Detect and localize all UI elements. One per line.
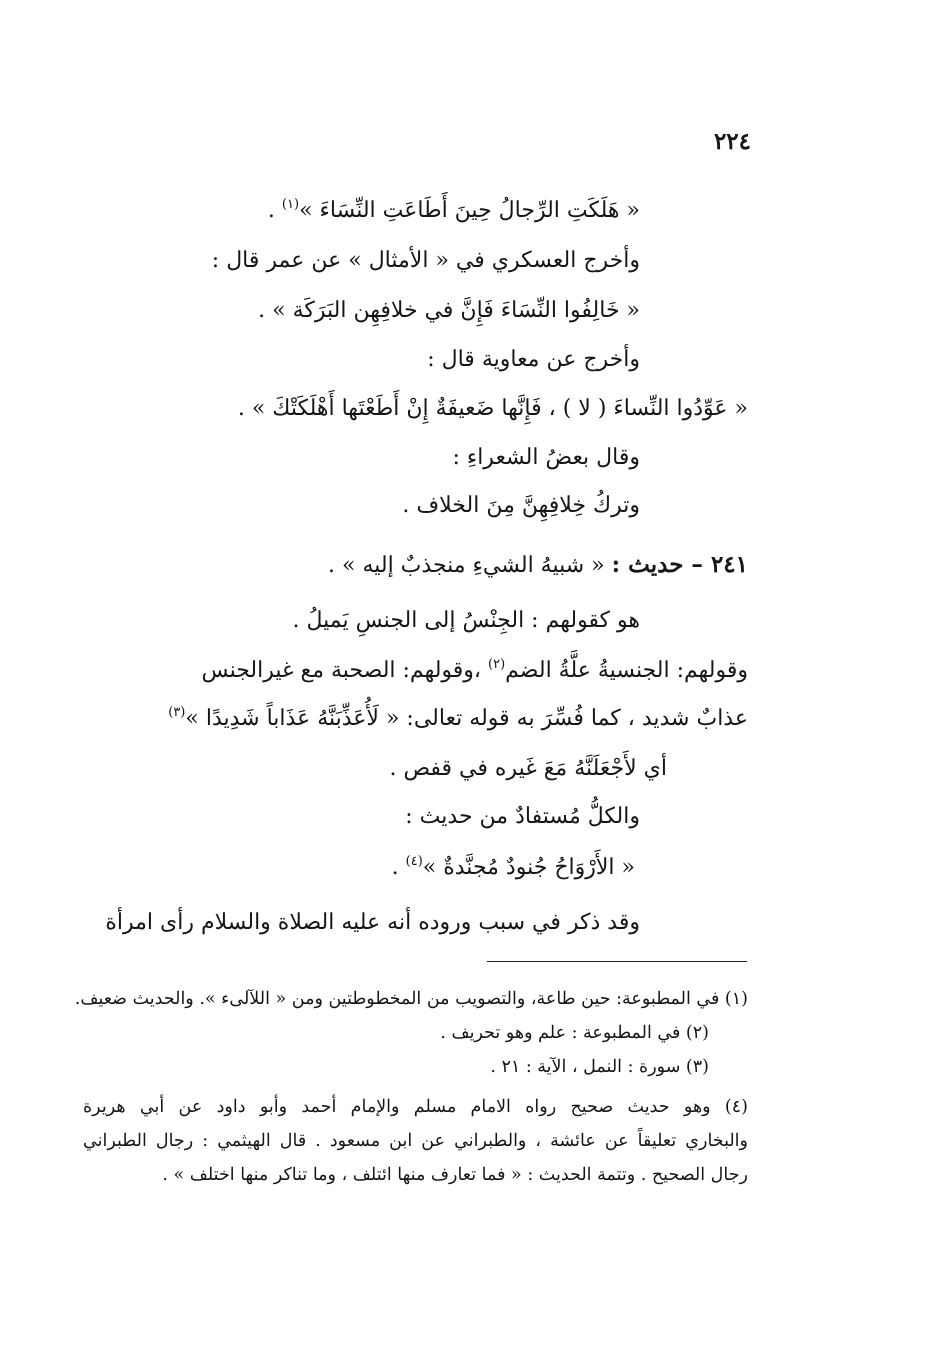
text-line-1: « هَلَكَتِ الرِّجالُ حِينَ أَطَاعَتِ النِّسَاءَ »$^{(١)}$ . <box>267 197 640 223</box>
text-line-11: عذابٌ شديد ، كما فُسِّرَ به قوله تعالى: « لَأُعَذِّبَنَّهُ عَذَاباً شَدِيدًا »$^{(٣)}$ <box>168 705 748 731</box>
footnote-separator <box>487 961 747 962</box>
text-line-6: وقال بعضُ الشعراءِ : <box>452 445 640 470</box>
footnote-4-line-1: (٤) وهو حديث صحيح رواه الامام مسلم والإمام أحمد وأبو داود عن أبي هريرة <box>83 1097 748 1117</box>
hadith-heading: ٢٤١ – حديث : <box>611 551 748 578</box>
text-line-13: والكلُّ مُستفادٌ من حديث : <box>405 804 640 829</box>
text-line-2: وأخرج العسكري في « الأمثال » عن عمر قال : <box>211 248 640 273</box>
footnote-4-line-3: رجال الصحيح . وتتمة الحديث : « فما تعارف منها ائتلف ، وما تناكر منها اختلف » . <box>162 1165 748 1185</box>
footnote-ref-4: (٤) <box>405 854 423 869</box>
text-line-10: وقولهم: الجنسيةُ علَّةُ الضم$^{(٢)}$ ،وقولهم: الصحبة مع غيرالجنس <box>201 657 748 683</box>
hadith-heading-line: ٢٤١ – حديث : « شبيهُ الشيءِ منجذبٌ إليه » . <box>328 551 748 578</box>
text-line-5: « عَوِّدُوا النِّساءَ ( لا ) ، فَإِنَّها ضَعيفَةٌ إِنْ أَطَعْتَها أَهْلَكَتْكَ » . <box>237 396 748 421</box>
footnote-2: (٢) في المطبوعة : علم وهو تحريف . <box>440 1023 709 1043</box>
footnote-ref-1: (١) <box>281 197 300 212</box>
footnote-ref-2: (٢) <box>488 657 506 672</box>
footnote-ref-3: (٣) <box>168 705 186 720</box>
text-line-9: هو كقولهم : الجِنْسُ إلى الجنسِ يَميلُ . <box>292 608 640 633</box>
page-number: ٢٢٤ <box>713 128 751 155</box>
text-line-3: « خَالِفُوا النِّسَاءَ فَإِنَّ في خلافِهِن البَرَكَة » . <box>258 298 640 323</box>
text-line-14: « الأَرْوَاحُ جُنودٌ مُجنَّدةٌ »$^{(٤)}$ . <box>391 854 635 880</box>
text-line-12: أي لأَجْعَلَنَّهُ مَعَ غَيره في قفص . <box>389 756 667 781</box>
text-line-15: وقد ذكر في سبب وروده أنه عليه الصلاة والسلام رأى امرأة <box>105 910 640 935</box>
footnote-1: (١) في المطبوعة: حين طاعة، والتصويب من المخطوطتين ومن « اللآلىء ». والحديث ضعيف. <box>74 989 748 1009</box>
footnote-3: (٣) سورة : النمل ، الآية : ٢١ . <box>490 1057 709 1077</box>
text-line-4: وأخرج عن معاوية قال : <box>427 347 640 372</box>
text-line-7: وتركُ خِلافِهِنَّ مِنَ الخلاف . <box>402 493 640 518</box>
footnote-4-line-2: والبخاري تعليقاً عن عائشة ، والطبراني عن ابن مسعود . قال الهيثمي : رجال الطبراني <box>83 1131 748 1151</box>
